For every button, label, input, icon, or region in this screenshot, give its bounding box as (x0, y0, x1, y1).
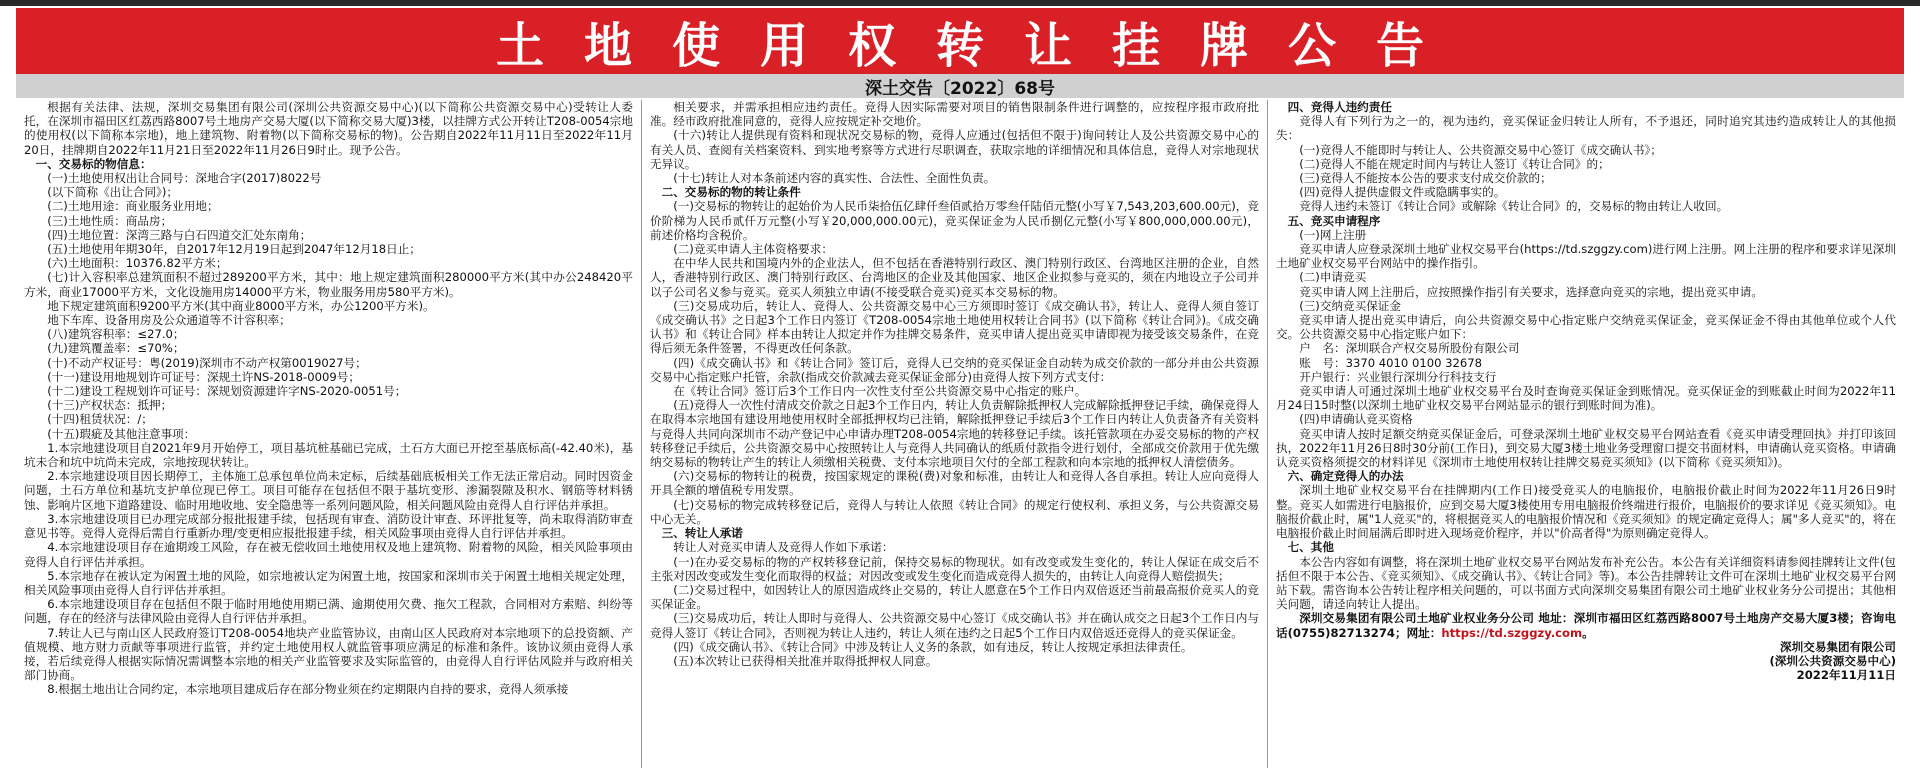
paragraph: 竞得人有下列行为之一的，视为违约，竞买保证金归转让人所有，不予退还，同时追究其违约造成转让人的其他损失： (1276, 114, 1896, 143)
paragraph: 转让人对竞买申请人及竞得人作如下承诺： (673, 540, 894, 555)
paragraph: (十三)产权状态：抵押； (47, 398, 173, 413)
paragraph: (二)竞买申请人主体资格要求： (673, 242, 833, 257)
section-heading: 六、确定竞得人的办法 (1287, 469, 1404, 484)
column-right-body (1276, 100, 1896, 611)
section-heading: 一、交易标的物信息： (35, 156, 152, 171)
paragraph: 相关要求，并需承担相应违约责任。竞得人因实际需要对项目的销售限制条件进行调整的，应按程序报市政府批准。经市政府批准同意的，竞得人应按规定补交地价。 (650, 100, 1259, 129)
paragraph: (十)不动产权证号：粤(2019)深圳市不动产权第0019027号； (47, 355, 367, 370)
paragraph: (五)本次转让已获得相关批准并取得抵押权人同意。 (673, 653, 938, 668)
paragraph: 竞买申请人可通过深圳土地矿业权交易平台及时查询竞买保证金到账情况。竞买保证金的到账截止时间为2022年11月24日15时整(以深圳土地矿业权交易平台网站显示的银行到账时间为准)。 (1276, 384, 1896, 413)
paragraph: 竞买申请人网上注册后，应按照操作指引有关要求，选择意向竞买的宗地，提出竞买申请。 (1299, 284, 1763, 299)
paragraph: (三)交纳竞买保证金 (1299, 298, 1401, 313)
document-number-bar (16, 74, 1904, 98)
paragraph: 3.本宗地建设项目已办理完成部分报批报建手续，包括现有审查、消防设计审查、环评批复等，尚未取得消防审查意见书等。竞得人竞得后需自行重新办理/变更相应报批报建手续，相关风险事项由竞得人自行评估并承担。 (24, 511, 633, 541)
paragraph: (二)土地用途：商业服务业用地； (47, 199, 219, 214)
announcement-body (16, 100, 1904, 768)
paragraph: 本公告内容如有调整，将在深圳土地矿业权交易平台网站发布补充公告。本公告有关详细资料请参阅挂牌转让文件(包括但不限于本公告、《竞买须知》、《成交确认书》、《转让合同》等)。本公告挂牌转让文件可在深圳土地矿业权交易平台网站下载。需咨询本公告转让程序相关问题的，可以书面方式向深圳交易集团有限公司土地矿业权业务分公司提出；其他相关问题，请迳向转让人提出。 (1276, 554, 1896, 612)
paragraph: 5.本宗地存在被认定为闲置土地的风险，如宗地被认定为闲置土地，按国家和深圳市关于闲置土地相关规定处理，相关风险事项由竞得人自行评估并承担。 (24, 568, 633, 597)
paragraph: 1.本宗地建设项目自2021年9月开始停工，项目基坑桩基础已完成，土石方大面已开挖至基底标高(-42.40米)，基坑未合和坑中坑尚未完成，宗地按现状转让。 (24, 440, 633, 470)
paragraph: 地下车库、设备用房及公众通道等不计容积率； (47, 313, 291, 328)
signature-org: 深圳交易集团有限公司 (1780, 639, 1896, 654)
paragraph: (以下简称《出让合同》)； (47, 185, 178, 200)
paragraph: 在《转让合同》签订后3个工作日内一次性支付至公共资源交易中心指定的账户。 (673, 384, 1087, 399)
paragraph: (三)交易成功后，转让人即时与竞得人、公共资源交易中心签订《成交确认书》并在确认成交之日起3个工作日内与竞得人签订《转让合同》，否则视为转让人违约，转让人须在违约之日起5个工作日内双倍返还竞得人的竞买保证金。 (650, 611, 1259, 640)
paragraph: (十一)建设用地规划许可证号：深规土许NS-2018-0009号； (47, 369, 360, 384)
paragraph: (三)竞得人不能按本公告的要求支付成交价款的； (1299, 171, 1552, 186)
paragraph: 4.本宗地建设项目存在逾期竣工风险，存在被无偿收回土地使用权及地上建筑物、附着物的风险，相关风险事项由竞得人自行评估并承担。 (24, 540, 633, 569)
section-heading: 七、其他 (1287, 540, 1334, 555)
paragraph: (五)竞得人一次性付清成交价款之日起3个工作日内，转让人负责解除抵押权人完成解除抵押登记手续，确保竞得人在取得本宗地国有建设用地使用权时全部抵押权均已注销，解除抵押登记手续后3个工作日内转让人负责备齐有关资料与竞得人共同向深圳市不动产登记中心申请办理T208-0054宗地的转移登记手续。该托管款项在办妥交易标的物的产权转移登记手续后，公共资源交易中心按照转让人与竞得人共同确认的纸质付款指令进行划付，全部成交价款用于优先缴纳交易标的物转让产生的转让人须缴相关税费、支付本宗地项目欠付的全部工程款和向本宗地的抵押权人清偿债务。 (650, 398, 1259, 470)
document-number: 深土交告〔2022〕68号 (865, 78, 1055, 99)
paragraph: (七)计入容积率总建筑面积不超过289200平方米，其中：地上规定建筑面积280000平方米(其中办公248420平方米，商业17000平方米，文化设施用房14000平方米，物业服务用房580平方米)。 (24, 270, 633, 299)
paragraph: 竞得人违约未签订《转让合同》或解除《转让合同》的，交易标的物由转让人收回。 (1299, 199, 1729, 214)
contact-url-link[interactable]: https://td.szggzy.com (1441, 625, 1583, 640)
paragraph: (二)申请竞买 (1299, 270, 1367, 285)
paragraph: (四)《成交确认书》、《转让合同》中涉及转让人义务的条款，如有违反，转让人按规定承担法律责任。 (673, 639, 1193, 654)
paragraph: 账 号：3370 4010 0100 32678 (1299, 355, 1483, 370)
paragraph: 竞买申请人应登录深圳土地矿业权交易平台(https://td.szggzy.com)进行网上注册。网上注册的程序和要求详见深圳土地矿业权交易平台网站中的操作指引。 (1276, 242, 1896, 271)
paragraph: (一)在办妥交易标的物的产权转移登记前，保持交易标的物现状。如有改变或发生变化的，转让人保证在成交后不主张对因改变或发生变化而取得的权益；对因改变或发生变化而造成竞得人损失的，由转让人向竞得人赔偿损失； (650, 554, 1259, 583)
paragraph: (九)建筑覆盖率：≤70%； (47, 341, 185, 356)
paragraph: (三)交易成功后，转让人、竞得人、公共资源交易中心三方须即时签订《成交确认书》，转让人、竞得人须自签订《成交确认书》之日起3个工作日内签订《T208-0054宗地土地使用权转让合同书》(以下简称《转让合同》)。《成交确认书》和《转让合同》样本由转让人拟定并作为挂牌交易条件，竞买申请人提出竞买申请即视为接受该交易条件，在竞得后须无条件签署，不得更改任何条款。 (650, 298, 1259, 356)
signature-org-alt: (深圳公共资源交易中心) (1769, 653, 1896, 668)
paragraph: 开户银行：兴业银行深圳分行科技支行 (1299, 369, 1497, 384)
paragraph: (十二)建设工程规划许可证号：深规划资源建许字NS-2020-0051号； (47, 384, 407, 399)
paragraph: (二)交易过程中，如因转让人的原因造成终止交易的，转让人愿意在5个工作日内双倍返还当前最高报价竞买人的竞买保证金。 (650, 582, 1259, 612)
paragraph: (七)交易标的物完成转移登记后，竞得人与转让人依照《转让合同》的规定行使权利、承担义务，与公共资源交易中心无关。 (650, 497, 1259, 526)
section-heading: 三、转让人承诺 (661, 526, 743, 541)
paragraph: (十七)转让人对本条前述内容的真实性、合法性、全面性负责。 (673, 171, 996, 186)
paragraph: 户 名：深圳联合产权交易所股份有限公司 (1299, 341, 1520, 356)
paragraph: (十六)转让人提供现有资料和现状况交易标的物，竞得人应通过(包括但不限于)询问转让人及公共资源交易中心的有关人员、查阅有关档案资料、到实地考察等方式进行尽职调查，获取宗地的详细情况和具体信息，竞得人对宗地现状无异议。 (650, 128, 1259, 171)
paragraph: 地下规定建筑面积9200平方米(其中商业8000平方米，办公1200平方米)。 (47, 298, 435, 313)
paragraph: (四)申请确认竞买资格 (1299, 412, 1413, 427)
signature-date: 2022年11月11日 (1796, 668, 1896, 683)
paragraph: (四)《成交确认书》和《转让合同》签订后，竞得人已交纳的竞买保证金自动转为成交价款的一部分并由公共资源交易中心指定账户托管，余款(指成交价款减去竞买保证金部分)由竞得人按下列方式支付： (650, 355, 1259, 384)
paragraph: (十五)瑕疵及其他注意事项： (47, 426, 196, 441)
column-right (1268, 100, 1904, 768)
paragraph: (二)竞得人不能在规定时间内与转让人签订《转让合同》的； (1299, 156, 1610, 171)
paragraph: (一)竞得人不能即时与转让人、公共资源交易中心签订《成交确认书》； (1299, 142, 1662, 157)
paragraph: (五)土地使用年期30年，自2017年12月19日起到2047年12月18日止； (47, 242, 421, 257)
contact-text: 深圳交易集团有限公司土地矿业权业务分公司 地址：深圳市福田区红荔西路8007号土地房产交易大厦3楼；咨询电话(0755)82713274；网址： (1276, 611, 1896, 640)
paragraph: 2.本宗地建设项目因长期停工，主体施工总承包单位尚未定标，后续基础底板相关工作无法正常启动。同时因资金问题，土石方单位和基坑支护单位现已停工。项目可能存在包括但不限于基坑变形、渗漏裂隙及积水、钢筋等材料锈蚀、影响片区地下道路建设、临时用地收地、安全隐患等一系列问题风险，相关问题风险由竞得人自行评估并承担。 (24, 469, 633, 512)
paragraph: (四)土地位置：深湾三路与白石四道交汇处东南角； (47, 227, 312, 242)
contact-end: 。 (1582, 625, 1594, 640)
section-heading: 五、竞买申请程序 (1287, 213, 1381, 228)
paragraph: (四)竞得人提供虚假文件或隐瞒事实的。 (1299, 185, 1506, 200)
paragraph: (一)土地使用权出让合同号：深地合字(2017)8022号 (47, 171, 322, 186)
column-left (16, 100, 642, 768)
banner-title: 土地使用权转让挂牌公告 (495, 17, 1464, 74)
paragraph: 竞买申请人按时足额交纳竞买保证金后，可登录深圳土地矿业权交易平台网站查看《竞买申请受理回执》并打印该回执，2022年11月26日8时30分前(工作日)，到交易大厦3楼土地业务受理窗口提交书面材料，申请确认竞买资格。申请确认竞买资格须提交的材料详见《深圳市土地使用权转让挂牌交易竞买须知》(以下简称《竞买须知》)。 (1276, 426, 1896, 470)
paragraph: (六)交易标的物转让的税费，按国家规定的课税(费)对象和标准，由转让人和竞得人各自承担。转让人应向竞得人开具全额的增值税专用发票。 (650, 469, 1259, 498)
paragraph: 竞买申请人提出竞买申请后，向公共资源交易中心指定账户交纳竞买保证金，竞买保证金不得由其他单位或个人代交。公共资源交易中心指定账户如下： (1276, 313, 1896, 342)
announcement-banner (16, 8, 1904, 74)
paragraph: (一)网上注册 (1299, 227, 1367, 242)
paragraph: (三)土地性质：商品房； (47, 213, 173, 228)
paragraph: (八)建筑容积率：≤27.0； (47, 327, 185, 342)
paragraph: 根据有关法律、法规，深圳交易集团有限公司(深圳公共资源交易中心)(以下简称公共资源交易中心)受转让人委托，在深圳市福田区红荔西路8007号土地房产交易大厦(以下简称交易大厦)3楼，以挂牌方式公开转让T208-0054宗地的使用权(以下简称本宗地)，地上建筑物、附着物(以下简称交易标的物)。公告期自2022年11月11日至2022年11月20日，挂牌期自2022年11月21日至2022年11月26日9时止。现予公告。 (24, 100, 633, 157)
paragraph: (十四)租赁状况：/； (47, 412, 153, 427)
paragraph: (六)土地面积：10376.82平方米； (47, 256, 228, 271)
section-heading: 四、竞得人违约责任 (1287, 100, 1392, 114)
top-strip (0, 0, 1920, 6)
paragraph: 深圳土地矿业权交易平台在挂牌期内(工作日)接受竞买人的电脑报价，电脑报价截止时间为2022年11月26日9时整。竞买人如需进行电脑报价，应到交易大厦3楼使用专用电脑报价终端进行报价，电脑报价的要求详见《竞买须知》。电脑报价截止时，属"1人竞买"的，将根据竞买人的电脑报价情况和《竞买须知》的规定确定竞得人；属"多人竞买"的，将在电脑报价截止时间届满后即时进入现场竞价程序，并以"价高者得"为原则确定竞得人。 (1276, 483, 1896, 541)
section-heading: 二、交易标的物的转让条件 (661, 185, 801, 200)
contact-line (1276, 611, 1896, 639)
paragraph: 8.根据土地出让合同约定，本宗地项目建成后存在部分物业须在约定期限内自持的要求，竞得人须承接 (47, 682, 569, 697)
paragraph: 在中华人民共和国境内外的企业法人，但不包括在香港特别行政区、澳门特别行政区、台湾地区注册的企业，自然人，香港特别行政区、澳门特别行政区、台湾地区的企业及其他国家、地区企业拟参与竞买的，须在内地设立子公司并以子公司名义参与竞买。竞买人须独立申请(不接受联合竞买)竞买本交易标的物。 (650, 256, 1259, 299)
column-middle (642, 100, 1268, 768)
paragraph: 7.转让人已与南山区人民政府签订T208-0054地块产业监管协议，由南山区人民政府对本宗地项下的总投资额、产值规模、地方财力贡献等事项进行监管，并约定土地使用权人就监管事项应满足的标准和条件。该协议须由竞得人承接，若后续竞得人根据实际情况需调整本宗地的相关产业监管要求及实际监管的，由竞得人自行评估风险并与政府相关部门协商。 (24, 625, 633, 683)
paragraph: 6.本宗地建设项目存在包括但不限于临时用地使用期已满、逾期使用欠费、拖欠工程款，合同相对方索赔、纠纷等问题，存在的经济与法律风险由竞得人自行评估并承担。 (24, 597, 633, 626)
paragraph: (一)交易标的物转让的起始价为人民币柒拾伍亿肆仟叁佰贰拾万零叁仟陆佰元整(小写￥7,543,203,600.00元)，竞价阶梯为人民币贰仟万元整(小写￥20,000,000.00元)，竞买保证金为人民币捌亿元整(小写￥800,000,000.00元)，前述价格均含税价。 (650, 199, 1259, 242)
